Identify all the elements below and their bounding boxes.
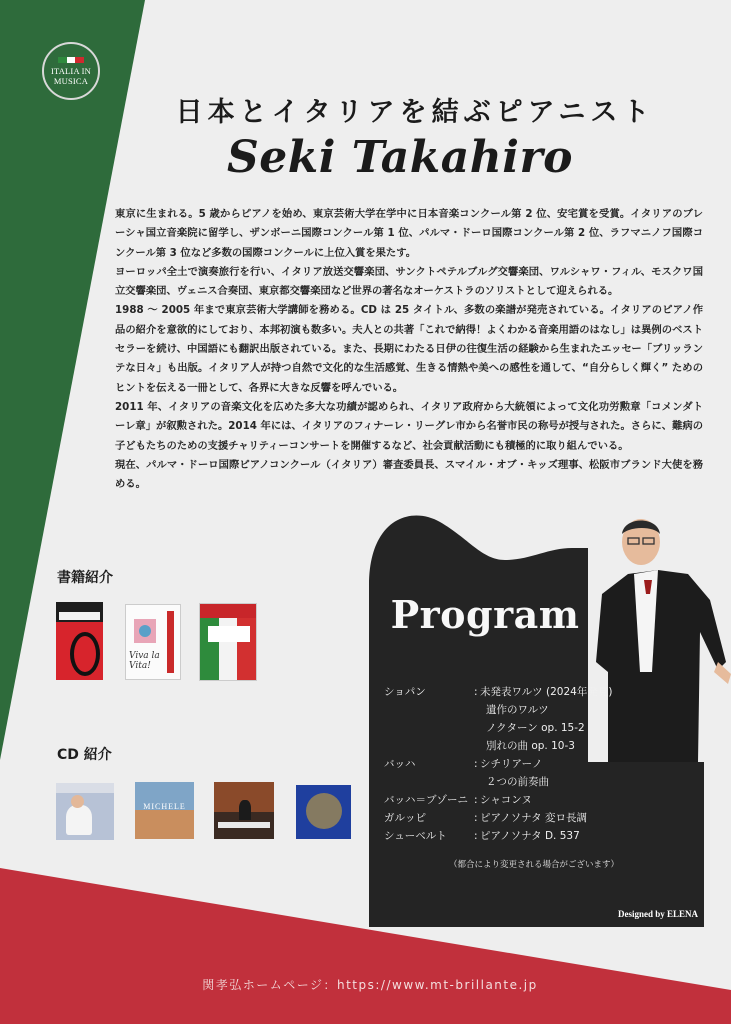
logo-line-2: MUSICA (53, 75, 89, 86)
program-title: Program (390, 592, 580, 637)
bio-paragraph: 1988 ～ 2005 年まで東京芸術大学講師を務める。CD は 25 タイトル、多数の楽譜が発売されている。イタリアのピアノ作品の紹介を意欲的にしており、本邦初演も数多い。夫人との共著「これで納得！よくわかる音楽用語のはなし」は異例のベストセラーを続け、中国語にも翻訳出版されている。また、長期にわたる日伊の往復生活の経験から生まれたエッセー「ブリッランテな日々」も出版。イタリア人が持つ自然で文化的な生活感覚、生きる情熱や美への感性を通して、“自分らしく輝く” ためのヒントを伝える一冊として、各界に大きな反響を呼んでいる。 (115, 304, 703, 394)
cd-cover-fantasia (296, 785, 351, 839)
composer-name: シューベルト (384, 830, 447, 842)
book-title: Viva la Vita! (129, 651, 160, 671)
italia-in-musica-logo (42, 42, 100, 100)
cd-cover-concert (214, 782, 274, 839)
work-title: ノクターン op. 15-2 (486, 722, 585, 734)
work-title: シャコンヌ (480, 794, 532, 806)
book-cover-music-dictionary (56, 602, 103, 680)
work-title: ピアノソナタ D. 537 (480, 830, 580, 842)
logo-line-1: ITALIA IN (50, 65, 92, 76)
program-item: バッハ＝ブゾーニ : シャコンヌ (384, 791, 684, 809)
cd-cover-vecchiato (56, 783, 114, 840)
work-title: 別れの曲 op. 10-3 (486, 740, 575, 752)
work-title: ピアノソナタ 変ロ長調 (480, 812, 587, 824)
program-change-note: （都合により変更される場合がございます） (448, 860, 619, 870)
program-item: バッハ : シチリアーノ ２つの前奏曲 (384, 755, 684, 791)
biography (115, 205, 703, 494)
books-section-title: 書籍紹介 (57, 570, 113, 586)
bio-paragraph: 現在、パルマ・ドーロ国際ピアノコンクール（イタリア）審査委員長、スマイル・オブ・キッズ理事、松阪市ブランド大使を務める。 (115, 458, 703, 491)
work-title: ２つの前奏曲 (486, 776, 549, 788)
bio-paragraph: 東京に生まれる。5 歳からピアノを始め、東京芸術大学在学中に日本音楽コンクール第 2 位、安宅賞を受賞。イタリアのブレーシャ国立音楽院に留学し、ザンボーニ国際コンクール第 1 位、パルマ・ドーロ国際コンクール第 2 位、ラフマニノフ国際コンクール第 3 位など多数の国際コンクールに上位入賞を果たす。 (115, 208, 703, 259)
work-title: シチリアーノ (480, 758, 543, 770)
subtitle: 日本とイタリアを結ぶピアニスト (175, 97, 655, 128)
program-list (384, 683, 684, 845)
program-item: シューベルト : ピアノソナタ D. 537 (384, 827, 684, 845)
pianist-name: Seki Takahiro (226, 132, 574, 183)
composer-name: バッハ＝ブゾーニ (384, 794, 468, 806)
bio-paragraph: ヨーロッパ全土で演奏旅行を行い、イタリア放送交響楽団、サンクトペテルブルグ交響楽団、ワルシャワ・フィル、モスクワ国立交響楽団、ヴェニス合奏団、東京都交響楽団など世界の著名なオーケストラのソリストとして迎えられる。 (115, 265, 703, 298)
homepage-footer: 関孝弘ホームページ：https://www.mt-brillante.jp (202, 978, 538, 992)
designer-credit: Designed by ELENA (617, 909, 698, 919)
composer-name: ショパン (384, 686, 426, 698)
program-item: ショパン : 未発表ワルツ (2024年発見) 遺作のワルツ ノクターン op. 15-2 別れの曲 op. 10-3 (384, 683, 684, 755)
italian-flag-icon (58, 57, 84, 63)
book-cover-vivola-musica (199, 603, 257, 681)
work-title: 未発表ワルツ (2024年発見) (480, 686, 613, 698)
book-cover-viva-la-vita (125, 604, 181, 680)
bio-paragraph: 2011 年、イタリアの音楽文化を広めた多大な功績が認められ、イタリア政府から大統領によって文化功労勲章「コメンダトーレ章」が叙勲された。2014 年には、イタリアのフィナーレ・リーグレ市から名誉市民の称号が授与された。さらに、難病の子どもたちのための支援チャリティーコンサートを開催するなど、社会貢献活動にも積極的に取り組んでいる。 (115, 400, 703, 452)
program-item: ガルッピ : ピアノソナタ 変ロ長調 (384, 809, 684, 827)
cd-title: MICHELE (143, 802, 186, 811)
composer-name: ガルッピ (384, 812, 426, 824)
cds-section-title: CD 紹介 (57, 747, 112, 763)
work-title: 遺作のワルツ (486, 704, 549, 716)
composer-name: バッハ (384, 758, 416, 770)
cd-cover-michele (135, 782, 194, 839)
